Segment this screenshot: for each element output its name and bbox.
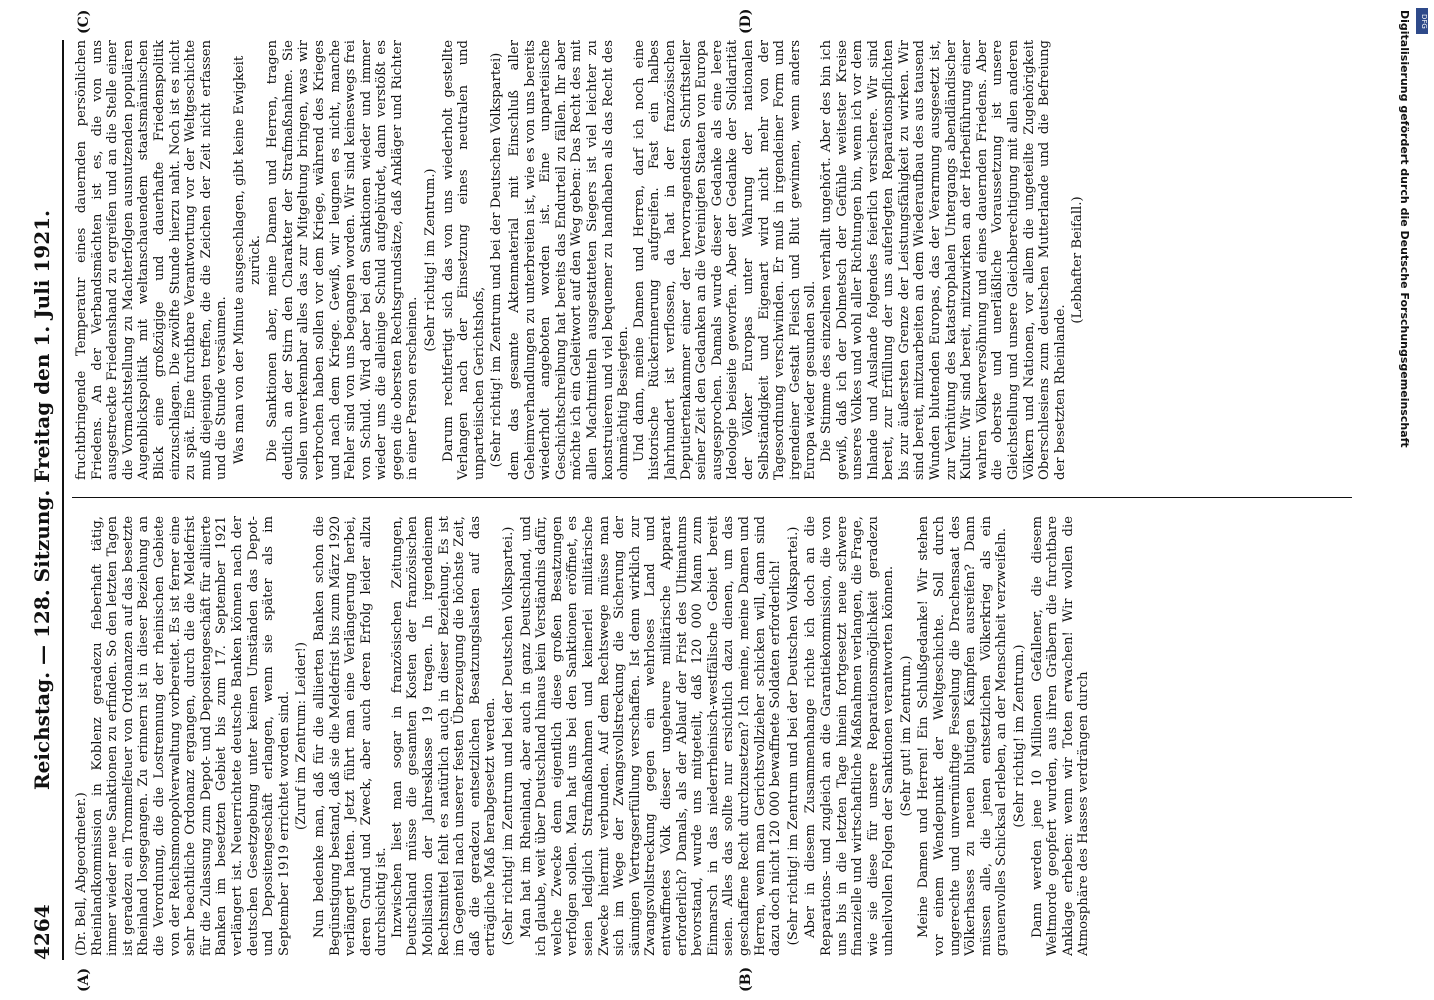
paragraph: Aber in diesem Zusammenhange richte ich doch an die Reparations- und zugleich an die Garantiekommission, die von uns bis in die letzten Tage hinein fortgesetzt neue schwere finanzielle und wirtschaftliche Maßnahmen verlangen, die Frage, wie sie diese für unsere Reparationsmöglichkeit geradezu unheilvollen Folgen der Sanktionen verantworten können. bbox=[803, 516, 897, 956]
paragraph: Meine Damen und Herren! Ein Schlußgedanke! Wir stehen vor einem Wendepunkt der Weltgeschichte. Soll durch ungerechte und unvernünftige Fesselung die Drachensaat des Völkerhasses zu neuen blutigen Kämpfen ausreifen? Dann müssen alle, die jenen entsetzlichen Völkerkrieg als ein grauenvolles Schicksal erleben, an der Menschheit verzweifeln. bbox=[916, 516, 1010, 956]
margin-marker-d: (D) bbox=[738, 8, 754, 34]
page-header bbox=[22, 40, 64, 960]
page-number: 4264 bbox=[30, 904, 54, 960]
paragraph: Die Sanktionen aber, meine Damen und Herren, tragen deutlich an der Stirn den Charakter der Strafmaßnahme. Sie sollen unverkennbar alles das zur Mitgeltung bringen, was wir verbrochen haben sollen vor dem Kriege, während des Krieges und nach dem Kriege. Gewiß, wir leugnen es nicht, manche Fehler sind von uns begangen worden. Wir sind keineswegs frei von Schuld. Wird aber bei den Sanktionen wieder und immer wieder uns die alleinige Schuld aufgebürdet, dann verstößt es gegen die obersten Rechtsgrundsätze, daß Ankläger und Richter in einer Person erscheinen. bbox=[265, 40, 421, 480]
dfg-badge: DFG bbox=[1416, 8, 1428, 34]
paragraph: (Lebhafter Beifall.) bbox=[1070, 196, 1086, 324]
margin-marker-b: (B) bbox=[738, 966, 754, 992]
paragraph: (Sehr richtig! im Zentrum und bei der Deutschen Volkspartei) bbox=[489, 52, 505, 468]
paragraph: Darum rechtfertigt sich das von uns wiederholt gestellte Verlangen nach der Einsetzung eines neutralen und unparteiischen Gerichtshofs, bbox=[440, 40, 487, 480]
right-text-column bbox=[74, 40, 1344, 480]
paragraph: Inzwischen liest man sogar in französischen Zeitungen, Deutschland müsse die gesamten Kosten der französischen Mobilisation der Jahresklasse 19 tragen. In irgendeinem Rechtsmittel fehlt es natürlich auch in dieser Beziehung. Es ist im Gegenteil nach unserer festen Überzeugung die höchste Zeit, daß die geradezu entsetzlichen Besatzungslasten auf das erträgliche Maß herabgesetzt werden. bbox=[389, 516, 499, 956]
paragraph: Man hat im Rheinland, aber auch in ganz Deutschland, und ich glaube, weit über Deutschland hinaus kein Verständnis dafür, welche Zwecke denn eigentlich diese großen Besatzungen verfolgen sollen. Man hat uns bei den Sanktionen eröffnet, es seien lediglich Strafmaßnahmen und keinerlei militärische Zwecke hiermit verbunden. Auf dem Rechtswege müsse man sich im Wege der Zwangsvollstreckung die Sicherung der säumigen Vertragserfüllung verschaffen. Ist denn wirklich zur Zwangsvollstreckung gegen ein wehrloses Land und entwaffnetes Volk dieser ungeheure militärische Apparat erforderlich? Damals, als der Ablauf der Frist des Ultimatums bevorstand, wurde uns mitgeteilt, daß 120 000 Mann zum Einmarsch in das niederrheinisch-westfälische Gebiet bereit seien. Alles das sollte nur ersichtlich dazu dienen, um das geschaffene Recht durchzusetzen? Ich meine, meine Damen und Herren, wenn man Gerichtsvollzieher schicken will, dann sind dazu doch nicht 120 000 bewaffnete Soldaten erforderlich! bbox=[518, 516, 784, 956]
paragraph: Dann werden jene 10 Millionen Gefallener, die diesem Weltmorde geopfert wurden, aus ihren Gräbern die furchtbare Anklage erheben: wenn wir Toten erwachen! Wir wollen die Atmosphäre des Hasses verdrängen durch bbox=[1029, 516, 1092, 956]
left-text-column bbox=[74, 516, 1344, 956]
paragraph: Was man von der Minute ausgeschlagen, gibt keine Ewigkeit zurück. bbox=[231, 55, 263, 465]
margin-marker-c: (C) bbox=[76, 9, 92, 34]
paragraph: dem das gesamte Aktenmaterial mit Einschluß aller Geheimverhandlungen zu unterbreiten ist, wie es von uns bereits wiederholt angeboten worden ist. Eine unparteiische Geschichtschreibung hat bereits das Endurteil zu fällen. Ihr aber möchte ich ein Geleitwort auf den Weg geben: Das Recht des mit allen Machtmitteln ausgestatteten Siegers ist viel leichter zu konstruieren und viel bequemer zu handhaben als das Recht des ohnmächtig Besiegten. bbox=[507, 40, 632, 480]
rotated-page bbox=[0, 10, 1400, 1000]
paragraph: (Sehr richtig! im Zentrum.) bbox=[1012, 644, 1028, 828]
paragraph: Nun bedenke man, daß für die alliierten Banken schon die Begünstigung bestand, daß sie die Meldefrist bis zum März 1920 verlängert hatten. Jetzt führt man eine Verlängerung herbei, deren Grund und Zweck, aber auch deren Erfolg leider allzu durchsichtig ist. bbox=[311, 516, 390, 956]
paragraph: (Sehr richtig! im Zentrum und bei der Deutschen Volkspartei.) bbox=[501, 526, 517, 946]
paragraph: (Sehr richtig! im Zentrum und bei der Deutschen Volkspartei.) bbox=[785, 526, 801, 946]
margin-marker-a: (A) bbox=[76, 967, 92, 992]
paragraph: Rheinlandkommission in Koblenz geradezu fieberhaft tätig, immer wieder neue Sanktionen zu erfinden. So den letzten Tagen ist geradezu ein Trommelfeuer von Ordonanzen auf das besetzte Rheinland losgegangen. Zu erinnern ist in dieser Beziehung an die Verordnung, die die Lostrennung der rheinischen Gebiete von der Reichsmonopolverwaltung vorbereitet. Es ist ferner eine sehr beachtliche Ordonanz ergangen, durch die die Meldefrist für die Zulassung zum Depot- und Depositengeschäft für alliierte Banken im besetzten Gebiet bis zum 17. September 1921 verlängert ist. Neuerrichtete deutsche Banken können nach der deutschen Gesetzgebung unter keinen Umständen das Depot- und Depositengeschäft erlangen, wenn sie später als im September 1919 errichtet worden sind. bbox=[89, 516, 292, 956]
paragraph: (Sehr richtig! im Zentrum.) bbox=[423, 168, 439, 352]
paragraph: fruchtbringende Temperatur eines dauernden persönlichen Friedens. An der Verbandsmächten ist es, die von uns ausgestreckte Friedenshand zu ergreifen und an die Stelle einer die Vormachtstellung zu Machterfolgen ausnutzenden populären Augenblickspolitik mit weltanschauendem staatsmännischen Blick eine großzügige und dauerhafte Friedenspolitik einzuschlagen. Die zwölfte Stunde hierzu naht. Noch ist es nicht zu spät. Eine furchtbare Verantwortung vor der Weltgeschichte muß diejenigen treffen, die die Zeichen der Zeit nicht erfassen und die Stunde versäumen. bbox=[74, 40, 230, 480]
paragraph: (Zuruf im Zentrum: Leider!) bbox=[294, 641, 310, 831]
paragraph: Und dann, meine Damen und Herren, darf ich noch eine historische Rückerinnerung aufgreifen. Fast ein halbes Jahrhundert ist verflossen, da hat in der französischen Deputiertenkammer einer der hervorragendsten Schriftsteller seiner Zeit den Gedanken an die Vereinigten Staaten von Europa ausgesprochen. Damals wurde dieser Gedanke als eine leere Ideologie beiseite geworfen. Aber der Gedanke der Solidarität der Völker Europas unter Wahrung der nationalen Selbständigkeit und Eigenart wird nicht mehr von der Tagesordnung verschwinden. Er muß in irgendeiner Form und irgendeiner Gestalt Fleisch und Blut gewinnen, wenn anders Europa wieder gesunden soll. bbox=[631, 40, 819, 480]
paragraph: Die Stimme des einzelnen verhallt ungehört. Aber des bin ich gewiß, daß ich der Dolmetsch der Gefühle weitester Kreise unseres Volkes und wohl aller Richtungen bin, wenn ich vor dem Inlande und Auslande folgendes feierlich versichere. Wir sind bereit, zur Erfüllung der uns auferlegten Reparationspflichten bis zur äußersten Grenze der Leistungsfähigkeit zu wirken. Wir sind bereit, mitzuarbeiten an dem Wiederaufbau des aus tausend Wunden blutenden Europas, das der Verarmung ausgesetzt ist, zur Verhütung des katastrophalen Untergangs abendländischer Kultur. Wir sind bereit, mitzuwirken an der Herbeiführung einer wahren Völkerversöhnung und eines dauernden Friedens. Aber die oberste und unerläßliche Voraussetzung ist unsere Gleichstellung und unsere Gleichberechtigung mit allen anderen Völkern und Nationen, vor allem die ungeteilte Zugehörigkeit Oberschlesiens zum deutschen Mutterlande und die Befreiung der besetzten Rheinlande. bbox=[818, 40, 1068, 480]
column-divider bbox=[72, 497, 1352, 498]
page-title: Reichstag. — 128. Sitzung. Freitag den 1. Juli 1921. bbox=[30, 210, 54, 790]
paragraph: (Sehr gut! im Zentrum.) bbox=[898, 655, 914, 817]
digitization-note: Digitalisierung gefördert durch die Deutsche Forschungsgemeinschaft bbox=[1398, 10, 1411, 448]
paragraph: (Dr. Bell, Abgeordneter.) bbox=[74, 792, 89, 956]
